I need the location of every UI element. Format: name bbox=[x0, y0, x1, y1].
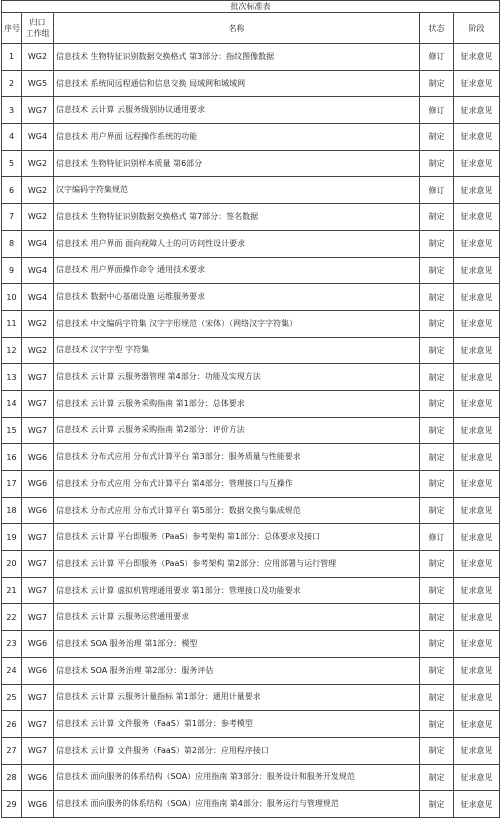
cell-no: 16 bbox=[2, 444, 22, 471]
cell-name: 信息技术 云计算 云服务运营通用要求 bbox=[54, 604, 420, 631]
table-row bbox=[2, 497, 500, 524]
table-row bbox=[2, 97, 500, 124]
table-row bbox=[2, 631, 500, 658]
cell-name: 信息技术 系统间远程通信和信息交换 局域网和城域网 bbox=[54, 70, 420, 97]
table-row bbox=[2, 711, 500, 738]
cell-status: 征求意见 bbox=[454, 684, 500, 711]
cell-group: WG6 bbox=[22, 657, 54, 684]
cell-group: WG4 bbox=[22, 230, 54, 257]
cell-name: 信息技术 云计算 平台即服务（PaaS）参考架构 第1部分：总体要求及接口 bbox=[54, 524, 420, 551]
cell-type: 制定 bbox=[420, 551, 454, 578]
cell-status: 征求意见 bbox=[454, 417, 500, 444]
cell-status: 征求意见 bbox=[454, 764, 500, 791]
header-status: 阶段 bbox=[454, 13, 500, 44]
cell-status: 征求意见 bbox=[454, 577, 500, 604]
header-group-line2: 工作组 bbox=[25, 29, 50, 38]
cell-name: 信息技术 分布式应用 分布式计算平台 第5部分：数据交换与集成规范 bbox=[54, 497, 420, 524]
cell-name: 信息技术 数据中心基础设施 运维服务要求 bbox=[54, 284, 420, 311]
table-row bbox=[2, 44, 500, 71]
cell-type: 制定 bbox=[420, 124, 454, 151]
table-row bbox=[2, 284, 500, 311]
cell-group: WG6 bbox=[22, 791, 54, 818]
cell-type: 制定 bbox=[420, 310, 454, 337]
cell-type: 制定 bbox=[420, 791, 454, 818]
cell-type: 修订 bbox=[420, 97, 454, 124]
cell-type: 制定 bbox=[420, 284, 454, 311]
table-row bbox=[2, 124, 500, 151]
table-row bbox=[2, 471, 500, 498]
cell-name: 信息技术 用户界面 远程操作系统的功能 bbox=[54, 124, 420, 151]
cell-no: 20 bbox=[2, 551, 22, 578]
cell-group: WG4 bbox=[22, 257, 54, 284]
table-body bbox=[2, 44, 500, 818]
cell-type: 制定 bbox=[420, 764, 454, 791]
cell-name: 信息技术 汉字字型 字符集 bbox=[54, 337, 420, 364]
table-row bbox=[2, 390, 500, 417]
cell-no: 26 bbox=[2, 711, 22, 738]
cell-no: 28 bbox=[2, 764, 22, 791]
cell-type: 制定 bbox=[420, 444, 454, 471]
cell-name: 信息技术 面向服务的体系结构（SOA）应用指南 第4部分：服务运行与管理规范 bbox=[54, 791, 420, 818]
cell-name: 信息技术 分布式应用 分布式计算平台 第3部分：服务质量与性能要求 bbox=[54, 444, 420, 471]
cell-no: 13 bbox=[2, 364, 22, 391]
cell-status: 征求意见 bbox=[454, 737, 500, 764]
table-row bbox=[2, 551, 500, 578]
cell-status: 征求意见 bbox=[454, 257, 500, 284]
cell-no: 4 bbox=[2, 124, 22, 151]
cell-status: 征求意见 bbox=[454, 310, 500, 337]
cell-name: 信息技术 生物特征识别样本质量 第6部分 bbox=[54, 150, 420, 177]
cell-type: 制定 bbox=[420, 604, 454, 631]
cell-group: WG7 bbox=[22, 711, 54, 738]
cell-name: 信息技术 用户界面 面向视障人士的可访问性设计要求 bbox=[54, 230, 420, 257]
cell-type: 制定 bbox=[420, 390, 454, 417]
cell-type: 制定 bbox=[420, 684, 454, 711]
cell-type: 制定 bbox=[420, 150, 454, 177]
cell-no: 29 bbox=[2, 791, 22, 818]
cell-type: 修订 bbox=[420, 524, 454, 551]
cell-status: 征求意见 bbox=[454, 230, 500, 257]
cell-name: 信息技术 云计算 平台即服务（PaaS）参考架构 第2部分：应用部署与运行管理 bbox=[54, 551, 420, 578]
cell-status: 征求意见 bbox=[454, 497, 500, 524]
cell-type: 修订 bbox=[420, 44, 454, 71]
cell-status: 征求意见 bbox=[454, 390, 500, 417]
cell-group: WG7 bbox=[22, 524, 54, 551]
cell-name: 信息技术 云计算 云服务计量指标 第1部分：通用计量要求 bbox=[54, 684, 420, 711]
header-group bbox=[22, 13, 54, 44]
cell-group: WG2 bbox=[22, 204, 54, 231]
cell-group: WG7 bbox=[22, 684, 54, 711]
cell-no: 27 bbox=[2, 737, 22, 764]
cell-group: WG7 bbox=[22, 390, 54, 417]
cell-group: WG5 bbox=[22, 70, 54, 97]
standards-table bbox=[1, 0, 500, 818]
cell-name: 信息技术 SOA 服务治理 第1部分：模型 bbox=[54, 631, 420, 658]
table-row bbox=[2, 417, 500, 444]
table-row bbox=[2, 177, 500, 204]
cell-name: 信息技术 生物特征识别数据交换格式 第7部分：签名数据 bbox=[54, 204, 420, 231]
cell-status: 征求意见 bbox=[454, 44, 500, 71]
cell-group: WG6 bbox=[22, 444, 54, 471]
table-caption-row bbox=[2, 1, 500, 13]
cell-name: 汉字编码字符集规范 bbox=[54, 177, 420, 204]
cell-status: 征求意见 bbox=[454, 177, 500, 204]
cell-no: 11 bbox=[2, 310, 22, 337]
cell-type: 修订 bbox=[420, 177, 454, 204]
cell-group: WG7 bbox=[22, 604, 54, 631]
cell-type: 制定 bbox=[420, 631, 454, 658]
cell-group: WG2 bbox=[22, 177, 54, 204]
cell-status: 征求意见 bbox=[454, 97, 500, 124]
cell-status: 征求意见 bbox=[454, 204, 500, 231]
cell-group: WG7 bbox=[22, 551, 54, 578]
cell-group: WG2 bbox=[22, 44, 54, 71]
table-row bbox=[2, 364, 500, 391]
cell-name: 信息技术 云计算 文件服务（FaaS）第2部分：应用程序接口 bbox=[54, 737, 420, 764]
cell-name: 信息技术 SOA 服务治理 第2部分：服务评估 bbox=[54, 657, 420, 684]
table-row bbox=[2, 657, 500, 684]
cell-status: 征求意见 bbox=[454, 444, 500, 471]
table-row bbox=[2, 150, 500, 177]
cell-name: 信息技术 面向服务的体系结构（SOA）应用指南 第3部分：服务设计和服务开发规范 bbox=[54, 764, 420, 791]
cell-no: 22 bbox=[2, 604, 22, 631]
cell-type: 制定 bbox=[420, 364, 454, 391]
cell-status: 征求意见 bbox=[454, 524, 500, 551]
cell-group: WG6 bbox=[22, 497, 54, 524]
cell-status: 征求意见 bbox=[454, 150, 500, 177]
table-row bbox=[2, 204, 500, 231]
cell-no: 10 bbox=[2, 284, 22, 311]
cell-group: WG4 bbox=[22, 124, 54, 151]
cell-type: 制定 bbox=[420, 417, 454, 444]
table-caption: 批次标准表 bbox=[2, 1, 500, 13]
table-row bbox=[2, 684, 500, 711]
cell-group: WG7 bbox=[22, 417, 54, 444]
cell-no: 1 bbox=[2, 44, 22, 71]
cell-no: 5 bbox=[2, 150, 22, 177]
table-header-row bbox=[2, 13, 500, 44]
cell-type: 制定 bbox=[420, 257, 454, 284]
header-type: 状态 bbox=[420, 13, 454, 44]
cell-type: 制定 bbox=[420, 711, 454, 738]
cell-no: 8 bbox=[2, 230, 22, 257]
cell-group: WG2 bbox=[22, 150, 54, 177]
table-row bbox=[2, 604, 500, 631]
cell-status: 征求意见 bbox=[454, 70, 500, 97]
table-row bbox=[2, 310, 500, 337]
cell-group: WG6 bbox=[22, 471, 54, 498]
cell-type: 制定 bbox=[420, 657, 454, 684]
cell-status: 征求意见 bbox=[454, 337, 500, 364]
cell-no: 24 bbox=[2, 657, 22, 684]
cell-type: 制定 bbox=[420, 337, 454, 364]
cell-type: 制定 bbox=[420, 497, 454, 524]
table-row bbox=[2, 444, 500, 471]
cell-no: 6 bbox=[2, 177, 22, 204]
cell-group: WG6 bbox=[22, 764, 54, 791]
cell-status: 征求意见 bbox=[454, 657, 500, 684]
header-group-line1: 归口 bbox=[29, 18, 46, 27]
cell-status: 征求意见 bbox=[454, 471, 500, 498]
cell-name: 信息技术 云计算 云服务级别协议通用要求 bbox=[54, 97, 420, 124]
cell-type: 制定 bbox=[420, 70, 454, 97]
table-row bbox=[2, 577, 500, 604]
cell-name: 信息技术 云计算 云服务采购指南 第1部分：总体要求 bbox=[54, 390, 420, 417]
cell-name: 信息技术 中文编码字符集 汉字字形规范（宋体）（网络汉字字符集） bbox=[54, 310, 420, 337]
cell-status: 征求意见 bbox=[454, 551, 500, 578]
cell-group: WG2 bbox=[22, 337, 54, 364]
cell-type: 制定 bbox=[420, 230, 454, 257]
header-name: 名称 bbox=[54, 13, 420, 44]
table-row bbox=[2, 791, 500, 818]
cell-type: 制定 bbox=[420, 737, 454, 764]
cell-status: 征求意见 bbox=[454, 711, 500, 738]
cell-no: 23 bbox=[2, 631, 22, 658]
table-row bbox=[2, 764, 500, 791]
cell-status: 征求意见 bbox=[454, 791, 500, 818]
table-row bbox=[2, 737, 500, 764]
cell-type: 制定 bbox=[420, 471, 454, 498]
cell-name: 信息技术 云计算 文件服务（FaaS）第1部分：参考模型 bbox=[54, 711, 420, 738]
cell-name: 信息技术 用户界面操作命令 通用技术要求 bbox=[54, 257, 420, 284]
cell-status: 征求意见 bbox=[454, 631, 500, 658]
cell-group: WG7 bbox=[22, 364, 54, 391]
cell-no: 15 bbox=[2, 417, 22, 444]
cell-no: 17 bbox=[2, 471, 22, 498]
cell-no: 3 bbox=[2, 97, 22, 124]
cell-group: WG7 bbox=[22, 97, 54, 124]
table-row bbox=[2, 337, 500, 364]
cell-name: 信息技术 云计算 云服务器管理 第4部分：功能及实现方法 bbox=[54, 364, 420, 391]
cell-group: WG7 bbox=[22, 577, 54, 604]
cell-status: 征求意见 bbox=[454, 124, 500, 151]
cell-name: 信息技术 分布式应用 分布式计算平台 第4部分：管理接口与互操作 bbox=[54, 471, 420, 498]
table-row bbox=[2, 70, 500, 97]
table-row bbox=[2, 524, 500, 551]
table-row bbox=[2, 257, 500, 284]
cell-type: 制定 bbox=[420, 577, 454, 604]
cell-no: 2 bbox=[2, 70, 22, 97]
cell-group: WG6 bbox=[22, 631, 54, 658]
cell-no: 12 bbox=[2, 337, 22, 364]
cell-no: 18 bbox=[2, 497, 22, 524]
cell-name: 信息技术 云计算 云服务采购指南 第2部分：评价方法 bbox=[54, 417, 420, 444]
cell-group: WG4 bbox=[22, 284, 54, 311]
cell-status: 征求意见 bbox=[454, 604, 500, 631]
header-no: 序号 bbox=[2, 13, 22, 44]
table-row bbox=[2, 230, 500, 257]
cell-no: 7 bbox=[2, 204, 22, 231]
cell-group: WG7 bbox=[22, 737, 54, 764]
cell-group: WG2 bbox=[22, 310, 54, 337]
cell-no: 14 bbox=[2, 390, 22, 417]
cell-name: 信息技术 云计算 虚拟机管理通用要求 第1部分：管理接口及功能要求 bbox=[54, 577, 420, 604]
cell-no: 9 bbox=[2, 257, 22, 284]
cell-no: 19 bbox=[2, 524, 22, 551]
cell-status: 征求意见 bbox=[454, 284, 500, 311]
cell-status: 征求意见 bbox=[454, 364, 500, 391]
cell-no: 21 bbox=[2, 577, 22, 604]
cell-name: 信息技术 生物特征识别数据交换格式 第3部分：指纹图像数据 bbox=[54, 44, 420, 71]
cell-type: 制定 bbox=[420, 204, 454, 231]
cell-no: 25 bbox=[2, 684, 22, 711]
